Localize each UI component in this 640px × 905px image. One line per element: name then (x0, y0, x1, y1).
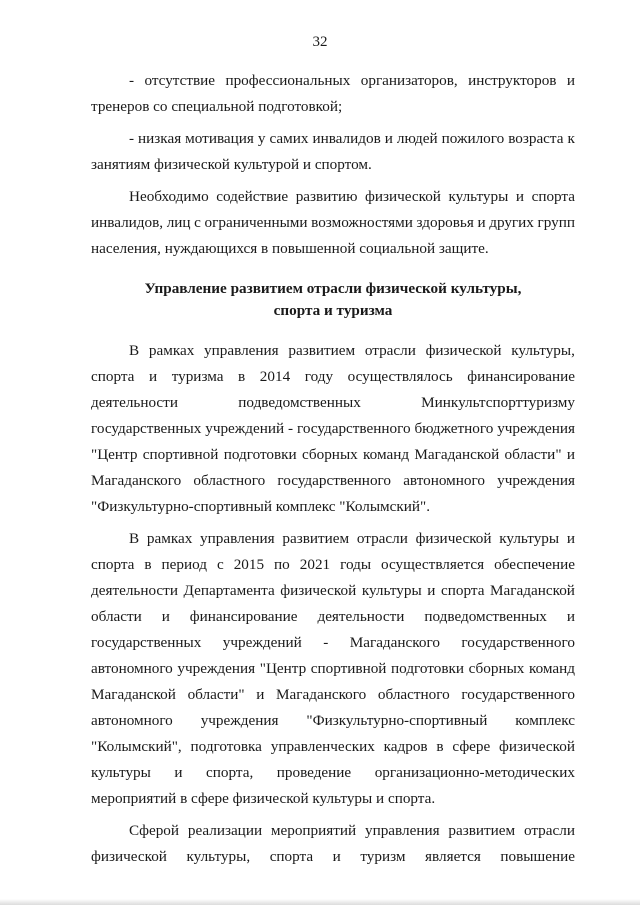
text-line: Необходимо содействие развитию физической культуры и спорта (129, 188, 575, 205)
text-line: автономного учреждения "Физкультурно-спортивный комплекс (91, 712, 575, 729)
text-line: государственных учреждений - государственного бюджетного учреждения (91, 420, 575, 437)
text-line: В рамках управления развитием отрасли физической культуры, (129, 342, 575, 359)
text-line: Магаданского областного государственного автономного учреждения (91, 472, 575, 489)
text-line: - низкая мотивация у самих инвалидов и людей пожилого возраста к (129, 130, 575, 147)
text-line: деятельности Департамента физической культуры и спорта Магаданской (91, 582, 575, 599)
text-line: государственных учреждений - Магаданского государственного (91, 634, 575, 651)
text-line: мероприятий в сфере физической культуры и спорта. (91, 790, 436, 807)
paragraph-3 (91, 818, 575, 870)
text-line: тренеров со специальной подготовкой; (91, 98, 343, 115)
document-body (91, 68, 575, 870)
text-line: "Центр спортивной подготовки сборных команд Магаданской области" и (91, 446, 575, 463)
text-line: - отсутствие профессиональных организаторов, инструкторов и (129, 72, 575, 89)
text-line: спорта в период с 2015 по 2021 годы осуществляется обеспечение (91, 556, 575, 573)
text-line: физической культуры, спорта и туризм является повышение (91, 848, 575, 865)
text-line: автономного учреждения "Центр спортивной подготовки сборных команд (91, 660, 575, 677)
list-paragraphs (91, 68, 575, 262)
scan-bottom-edge (0, 899, 640, 905)
page-number: 32 (312, 34, 328, 50)
paragraph-2 (91, 526, 575, 812)
heading-line: Управление развитием отрасли физической культуры, (144, 280, 522, 297)
text-line: Сферой реализации мероприятий управления развитием отрасли (129, 822, 575, 839)
text-line: инвалидов, лиц с ограниченными возможностями здоровья и других групп (91, 214, 575, 231)
text-line: "Физкультурно-спортивный комплекс "Колымский". (91, 498, 431, 515)
text-line: спорта и туризма в 2014 году осуществлялось финансирование (91, 368, 575, 385)
text-line: области и финансирование деятельности подведомственных и (91, 608, 575, 625)
text-line: деятельности подведомственных Минкультспорттуризму (91, 394, 575, 411)
text-line: "Колымский", подготовка управленческих кадров в сфере физической (91, 738, 575, 755)
paragraph-1 (91, 338, 575, 520)
text-line: В рамках управления развитием отрасли физической культуры и (129, 530, 575, 547)
text-line: культуры и спорта, проведение организационно-методических (91, 764, 575, 781)
text-line: Магаданской области" и Магаданского областного государственного (91, 686, 575, 703)
section-heading (91, 278, 575, 322)
heading-line: спорта и туризма (273, 302, 393, 319)
text-line: населения, нуждающихся в повышенной социальной защите. (91, 240, 489, 257)
text-line: занятиям физической культурой и спортом. (91, 156, 372, 173)
